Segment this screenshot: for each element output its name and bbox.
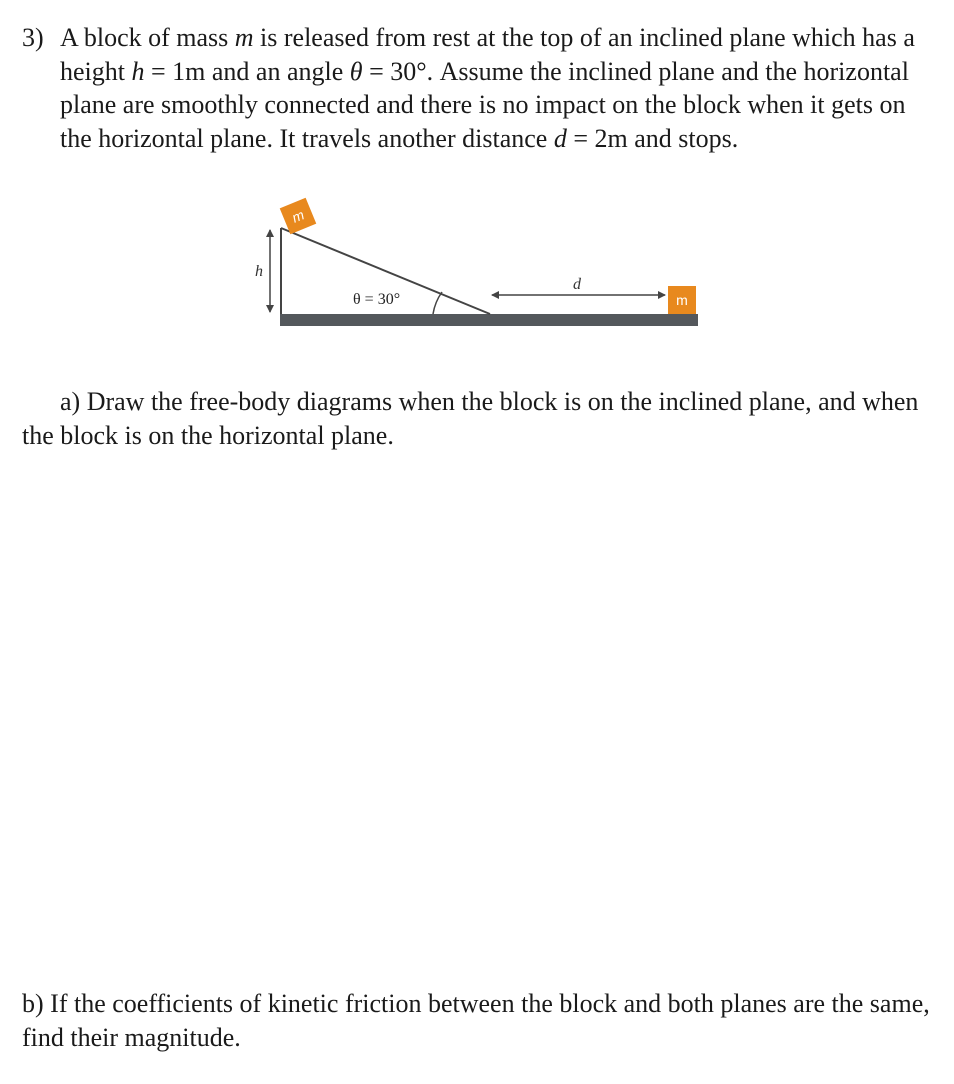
problem-intro: A block of mass (60, 23, 235, 52)
height-label: h (255, 263, 263, 280)
problem-statement (60, 21, 940, 155)
problem-number: 3) (22, 23, 44, 52)
distance-variable: d (553, 123, 567, 153)
height-variable: h (131, 56, 145, 86)
angle-variable: θ (349, 56, 363, 86)
mass-variable: m (234, 23, 254, 52)
distance-value: = 2m and stops. (566, 123, 739, 153)
angle-label: θ = 30° (353, 291, 401, 308)
part-a-question: a) Draw the free-body diagrams when the block is on the inclined plane, and when the block is on the horizontal plane. (22, 387, 919, 450)
angle-arc (433, 292, 442, 314)
height-value: = 1m and an angle (144, 56, 350, 86)
angle-value: = 30°. Assume the inclined plane and the horizontal plane are smoothly connected and there is no impact on the block when it gets on the horizontal plane. It travels another distance (60, 56, 909, 153)
ground (280, 314, 698, 326)
part-b-question: b) If the coefficients of kinetic friction between the block and both planes are the same, find their magnitude. (22, 989, 930, 1052)
distance-label: d (573, 276, 581, 293)
block-right-label: m (676, 292, 688, 308)
block-top-label: m (289, 206, 307, 226)
incline-diagram (240, 190, 720, 340)
problem-text-mass: is released from rest at the top of an inclined plane which has a height (60, 23, 915, 86)
